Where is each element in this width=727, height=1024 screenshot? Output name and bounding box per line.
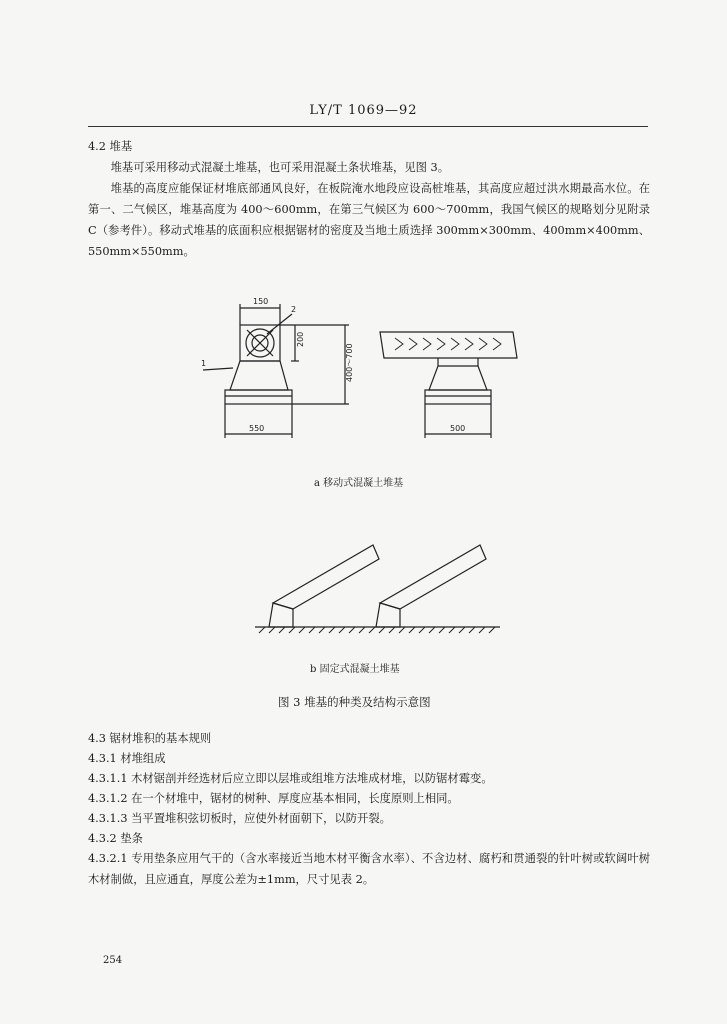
strip-beam-1 [273, 545, 379, 609]
label-1: 1 [201, 359, 207, 368]
pile-foot-2 [425, 390, 491, 404]
section-4-3-1: 4.3.1 材堆组成 [88, 752, 166, 765]
section-4-3-1-3: 4.3.1.3 当平置堆积弦切板时，应使外材面朝下，以防开裂。 [88, 812, 391, 825]
strip-end-1 [269, 603, 293, 627]
figure-b-caption: b 固定式混凝土堆基 [310, 664, 400, 675]
dim-150: 150 [253, 297, 269, 306]
pile-tapered-body-2 [429, 366, 487, 390]
figure-a-caption: a 移动式混凝土堆基 [314, 478, 404, 489]
figure-3-caption: 图 3 堆基的种类及结构示意图 [278, 695, 431, 709]
section-4-2-para-1: 堆基可采用移动式混凝土堆基，也可采用混凝土条状堆基，见图 3。 [110, 161, 449, 174]
figure-b-fixed-pile-base [255, 535, 505, 645]
dim-200: 200 [296, 331, 305, 347]
section-4-2-para-2: 堆基的高度应能保证材堆底部通风良好，在板院淹水地段应设高桩堆基，其高度应超过洪水期最高水位。在第一、二气候区，堆基高度为 400～600mm，在第三气候区为 600～700mm，我国气候区的规略划分见附录 C（参考件）。移动式堆基的底面积应根据锯材的密度及当地土质选择 300mm×300mm、400mm×400mm、550mm×550mm。 [88, 182, 650, 258]
timber-board [380, 332, 517, 358]
pile-foot [225, 390, 292, 404]
dim-550: 550 [249, 424, 265, 433]
section-4-3-heading: 4.3 锯材堆积的基本规则 [88, 732, 212, 745]
figure-a-movable-pile-base [195, 290, 525, 450]
header-rule [88, 126, 648, 127]
page-number: 254 [103, 955, 123, 966]
section-4-3-1-1: 4.3.1.1 木材锯剖并经选材后应立即以层堆或组堆方法堆成材堆，以防锯材霉变。 [88, 772, 493, 785]
dim-500: 500 [450, 424, 466, 433]
ground-hatching [259, 627, 495, 633]
strip-end-2 [376, 603, 400, 627]
section-4-3-2-1: 4.3.2.1 专用垫条应用气干的（含水率接近当地木材平衡含水率）、不含边材、腐朽和贯通裂的针叶树或软阔叶树木材制做，且应通直，厚度公差为±1mm，尺寸见表 2。 [88, 852, 650, 886]
section-4-3-1-2: 4.3.1.2 在一个材堆中，锯材的树种、厚度应基本相同，长度原则上相同。 [88, 792, 459, 805]
strip-beam-2 [380, 545, 486, 609]
section-4-2-heading: 4.2 堆基 [88, 140, 133, 153]
label-2: 2 [291, 305, 297, 314]
section-4-3-2: 4.3.2 垫条 [88, 832, 143, 845]
dim-400-700: 400～700 [345, 343, 354, 382]
pile-tapered-body [230, 361, 288, 390]
standard-header: LY/T 1069—92 [309, 103, 418, 118]
